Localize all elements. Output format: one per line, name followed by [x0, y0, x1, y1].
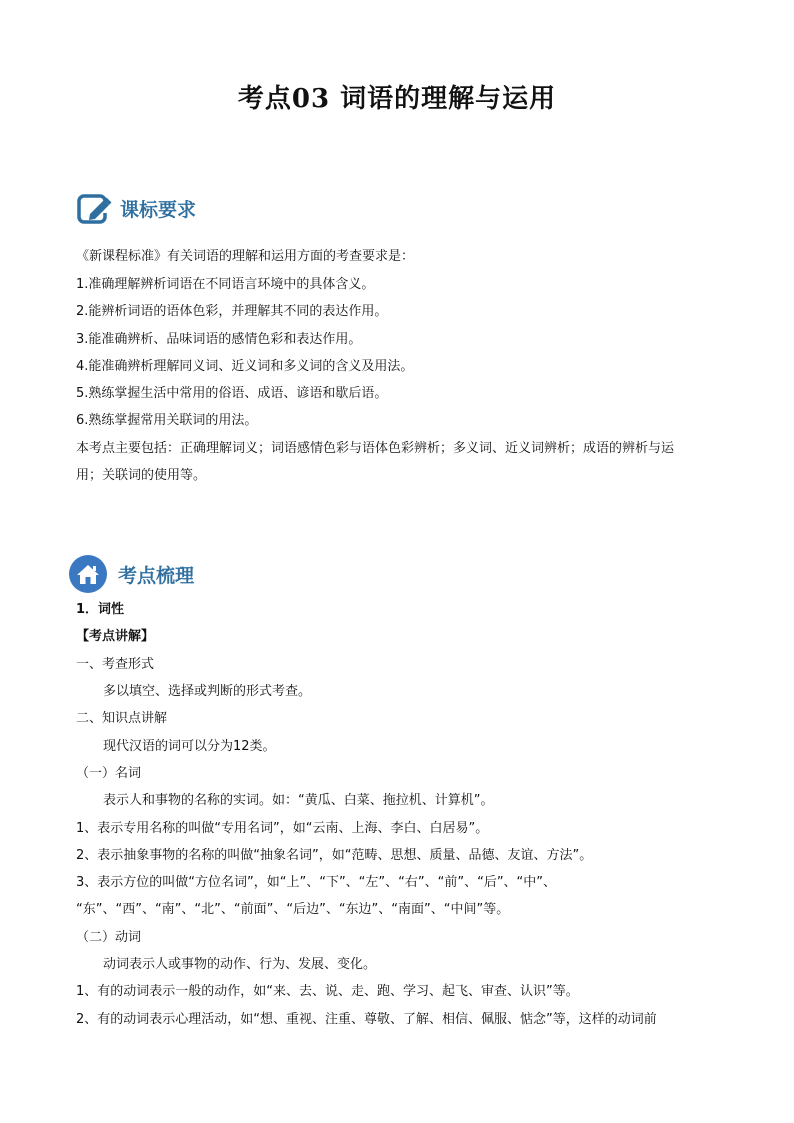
text-line: 2.能辨析词语的语体色彩，并理解其不同的表达作用。 — [76, 304, 388, 319]
text-line: 现代汉语的词可以分为12类。 — [103, 739, 276, 754]
text-line: 1.准确理解辨析词语在不同语言环境中的具体含义。 — [76, 277, 375, 292]
text-line: （二）动词 — [76, 930, 142, 945]
bracket-heading: 【考点讲解】 — [76, 629, 155, 644]
page-title: 考点03 词语的理解与运用 — [237, 84, 557, 114]
section-header-standards — [76, 186, 196, 230]
text-line: 二、知识点讲解 — [76, 711, 168, 726]
text-line: 1、有的动词表示一般的动作，如“来、去、说、走、跑、学习、起飞、审查、认识”等。 — [76, 984, 579, 999]
section-title-key-points: 考点梳理 — [118, 564, 195, 587]
text-line: 用；关联词的使用等。 — [76, 468, 207, 483]
text-line: （一）名词 — [76, 766, 142, 781]
pencil-edit-icon — [76, 191, 110, 225]
text-line: 动词表示人或事物的动作、行为、发展、变化。 — [103, 957, 377, 972]
text-line: 本考点主要包括：正确理解词义；词语感情色彩与语体色彩辨析；多义词、近义词辨析；成语的辨析与运 — [76, 441, 675, 456]
text-line: 一、考查形式 — [76, 657, 155, 672]
section-title-standards: 课标要求 — [120, 198, 197, 221]
text-line: 2、有的动词表示心理活动，如“想、重视、注重、尊敬、了解、相信、佩服、惦念”等，这样的动词前 — [76, 1012, 657, 1027]
text-line: 3.能准确辨析、品味词语的感情色彩和表达作用。 — [76, 332, 362, 347]
subsection-heading: 1．词性 — [76, 602, 125, 617]
text-line: 6.熟练掌握常用关联词的用法。 — [76, 413, 258, 428]
text-line: 《新课程标准》有关词语的理解和运用方面的考查要求是： — [76, 249, 415, 264]
text-line: 2、表示抽象事物的名称的叫做“抽象名词”，如“范畴、思想、质量、品德、友谊、方法”。 — [76, 848, 593, 863]
text-line: 5.熟练掌握生活中常用的俗语、成语、谚语和歇后语。 — [76, 386, 388, 401]
text-line: 多以填空、选择或判断的形式考查。 — [103, 684, 312, 699]
text-line: 1、表示专用名称的叫做“专用名词”，如“云南、上海、李白、白居易”。 — [76, 821, 489, 836]
text-line: 表示人和事物的名称的实词。如：“黄瓜、白菜、拖拉机、计算机”。 — [103, 793, 494, 808]
text-line: 3、表示方位的叫做“方位名词”，如“上”、“下”、“左”、“右”、“前”、“后”、“中”、 — [76, 875, 557, 890]
section-header-key-points — [68, 552, 194, 596]
text-line: 4.能准确辨析理解同义词、近义词和多义词的含义及用法。 — [76, 359, 414, 374]
home-icon — [68, 554, 108, 594]
text-line: “东”、“西”、“南”、“北”、“前面”、“后边”、“东边”、“南面”、“中间”等。 — [76, 902, 510, 917]
